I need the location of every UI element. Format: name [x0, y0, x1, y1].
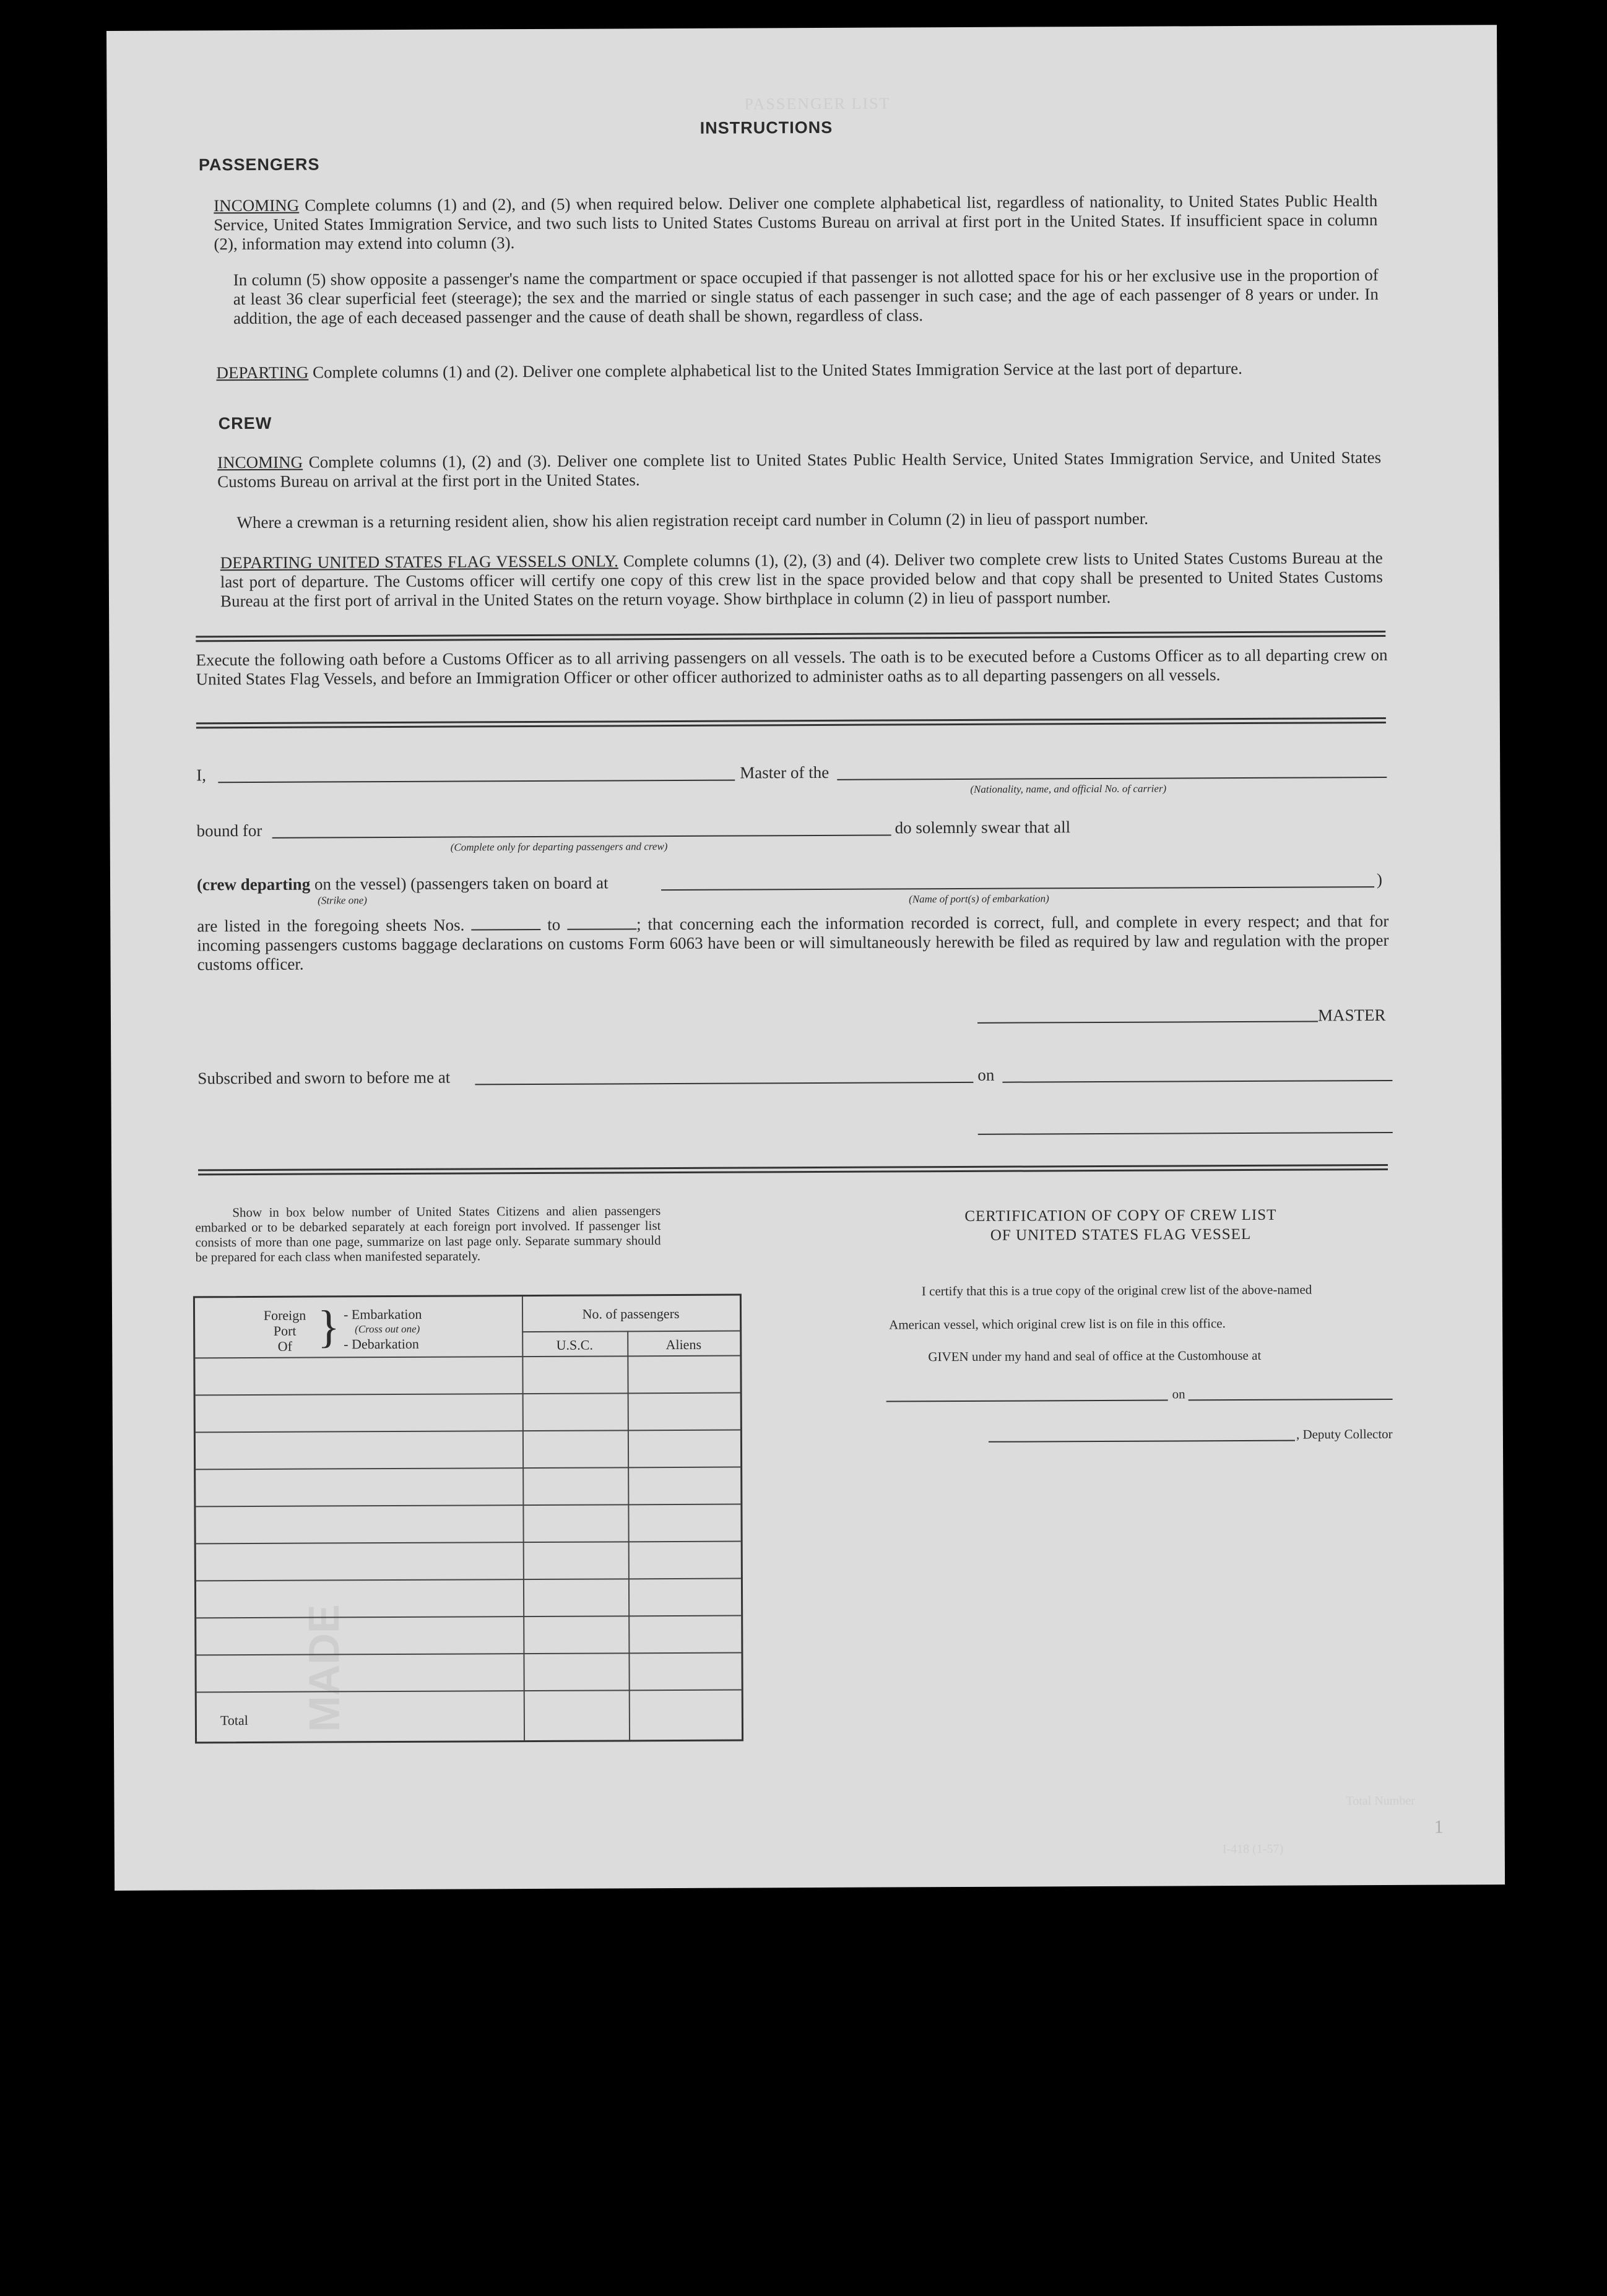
strike-one-caption: (Strike one): [318, 894, 367, 907]
debarkation-option: - Debarkation: [344, 1336, 419, 1352]
concerning-text: ; that concerning each the information recorded is correct, full, and complete in every respect; and that for incoming passengers customs baggage declarations on customs Form 6063 have been or will simultaneously herewith be filed as required by law and regulation with the proper customs officer.: [197, 911, 1389, 974]
embarkation-port-field[interactable]: [661, 886, 1374, 891]
sheet-from-field[interactable]: [471, 917, 540, 930]
crew-departing-option: (crew departing: [196, 874, 311, 894]
port-label: Port: [273, 1323, 297, 1339]
oath-intro-paragraph: Execute the following oath before a Customs Officer as to all arriving passengers on all vessels. The oath is to be executed before a Customs Officer as to all departing crew on United States Flag Vessels, and before an Immigration Officer or other officer authorized to administer oaths as to all departing passengers on all vessels.: [196, 645, 1388, 689]
passengers-departing-label: DEPARTING: [216, 363, 309, 382]
table-row-line: [196, 1392, 740, 1396]
subscribed-date-field[interactable]: [1002, 1080, 1392, 1083]
listed-text: are listed in the foregoing sheets Nos.: [197, 915, 465, 936]
table-row-line: [196, 1615, 741, 1619]
carrier-field[interactable]: [837, 777, 1387, 780]
bleed-through-page-number: 1: [1434, 1816, 1444, 1837]
bound-for-caption: (Complete only for departing passengers and crew): [450, 840, 668, 853]
deputy-collector-label: , Deputy Collector: [1296, 1426, 1393, 1442]
table-row-line: [196, 1504, 740, 1508]
table-header-split: [522, 1331, 740, 1333]
table-row-line: [196, 1430, 740, 1433]
bleed-through-form-code: I-418 (1-57): [1222, 1842, 1284, 1857]
master-name-field[interactable]: [218, 780, 735, 783]
master-signature-field[interactable]: [977, 1021, 1318, 1023]
passengers-incoming-label: INCOMING: [214, 196, 300, 215]
passengers-column5-paragraph: In column (5) show opposite a passenger's name the compartment or space occupied if that passenger is not allotted space for his or her exclusive use in the proportion of at least 36 clear superficial feet (steerage); the sex and the married or single status of each passenger in such case; and the age of each passenger of 8 years or under. In addition, the age of each deceased passenger and the cause of death shall be shown, regardless of class.: [233, 265, 1379, 328]
master-of-the-label: Master of the: [740, 762, 829, 782]
passengers-taken-option: (passengers taken on board at: [410, 873, 609, 893]
subscribed-place-field[interactable]: [475, 1082, 973, 1085]
bound-for-field[interactable]: [272, 834, 891, 838]
bleed-through-title: PASSENGER LIST: [744, 94, 891, 113]
cross-out-caption: (Cross out one): [355, 1323, 420, 1336]
passengers-departing-paragraph: [216, 358, 1378, 382]
brace-icon: }: [317, 1301, 340, 1353]
crew-resident-paragraph: Where a crewman is a returning resident alien, show his alien registration receipt card number in Column (2) in lieu of passport number.: [236, 509, 1149, 532]
crew-incoming-paragraph: [217, 448, 1381, 491]
crew-incoming-label: INCOMING: [217, 452, 303, 472]
document-sheet: [106, 25, 1505, 1891]
carrier-caption: (Nationality, name, and official No. of carrier): [970, 782, 1167, 795]
certification-date-field[interactable]: [1189, 1399, 1393, 1400]
table-header-bottom: [195, 1355, 740, 1359]
table-row-line: [196, 1467, 740, 1470]
double-rule-3: [198, 1164, 1388, 1175]
solemnly-swear-text: do solemnly swear that all: [894, 818, 1071, 837]
subscribed-label: Subscribed and sworn to before me at: [197, 1068, 451, 1088]
passengers-heading: PASSENGERS: [198, 155, 320, 175]
of-label: Of: [277, 1338, 292, 1354]
crew-passengers-line: [197, 873, 609, 894]
port-caption: (Name of port(s) of embarkation): [909, 892, 1049, 905]
certification-title-line1: CERTIFICATION OF COPY OF CREW LIST: [964, 1206, 1277, 1225]
foreign-label: Foreign: [263, 1307, 306, 1323]
crew-heading: CREW: [218, 413, 272, 433]
summary-instructions: Show in box below number of United States Citizens and alien passengers embarked or to be debarked separately at each foreign port involved. If passenger list consists of more than one page, summarize on last page only. Separate summary should be prepared for each class when manifested separately.: [195, 1203, 661, 1265]
embark-debark-labels: [344, 1307, 422, 1352]
subscribed-on-label: on: [977, 1065, 995, 1084]
deputy-collector-signature-field[interactable]: [989, 1440, 1295, 1443]
to-text: to: [547, 915, 561, 934]
customhouse-place-field[interactable]: [886, 1400, 1168, 1402]
crew-departing-paragraph: [220, 548, 1383, 611]
oath-listed-paragraph: [197, 912, 1388, 974]
master-label: MASTER: [1317, 1005, 1386, 1025]
table-row-line: [196, 1578, 741, 1582]
bleed-through-stamp: MADE: [300, 1604, 349, 1732]
double-rule-1: [196, 631, 1385, 642]
foreign-port-of-labels: [257, 1308, 313, 1354]
table-row-line: [196, 1541, 741, 1545]
bound-for-label: bound for: [196, 821, 262, 840]
certification-on-label: on: [1172, 1386, 1185, 1402]
bleed-through-total: Total Number: [1346, 1793, 1415, 1808]
certification-title: [879, 1205, 1362, 1245]
embarkation-option: - Embarkation: [343, 1306, 422, 1323]
no-of-passengers-header: No. of passengers: [582, 1305, 680, 1322]
usc-header: U.S.C.: [556, 1337, 593, 1353]
table-divider-port: [522, 1297, 525, 1740]
passengers-incoming-text: Complete columns (1) and (2), and (5) when required below. Deliver one complete alphabetical list, regardless of nationality, to United States Public Health Service, United States Immigration Service, and two such lists to United States Customs Bureau on arrival at first port in the United States. If insufficient space in column (2), information may extend into column (3).: [214, 191, 1378, 254]
american-vessel-text: American vessel, which original crew list is on file in this office.: [889, 1316, 1226, 1332]
on-the-vessel-text: on the vessel): [314, 874, 407, 894]
instructions-title: INSTRUCTIONS: [700, 118, 833, 137]
table-row-line: [197, 1690, 742, 1693]
oath-i-label: I,: [196, 766, 207, 785]
table-row-line: [196, 1652, 741, 1656]
passengers-incoming-paragraph: [214, 191, 1377, 254]
aliens-header: Aliens: [665, 1336, 702, 1353]
sheet-to-field[interactable]: [567, 916, 636, 930]
certify-text: I certify that this is a true copy of the original crew list of the above-named: [921, 1282, 1312, 1299]
certification-title-line2: OF UNITED STATES FLAG VESSEL: [990, 1225, 1252, 1244]
crew-departing-text: Complete columns (1), (2), (3) and (4). Deliver two complete crew lists to United States Customs Bureau at the last port of departure. The Customs officer will certify one copy of this crew list in the space provided below and that copy shall be presented to United States Customs Bureau at the first port of arrival in the United States on the return voyage. Show birthplace in column (2) in lieu of passport number.: [220, 548, 1383, 611]
close-paren: ): [1376, 870, 1383, 889]
officer-signature-field[interactable]: [978, 1132, 1393, 1135]
passenger-summary-table: [193, 1294, 743, 1744]
total-label: Total: [220, 1712, 248, 1728]
given-text: GIVEN under my hand and seal of office at the Customhouse at: [928, 1347, 1262, 1365]
crew-departing-label: DEPARTING UNITED STATES FLAG VESSELS ONLY.: [220, 551, 618, 572]
passengers-departing-text: Complete columns (1) and (2). Deliver one complete alphabetical list to the United States Immigration Service at the last port of departure.: [313, 358, 1242, 382]
double-rule-2: [196, 717, 1386, 728]
crew-incoming-text: Complete columns (1), (2) and (3). Deliver one complete list to United States Public Health Service, United States Immigration Service, and United States Customs Bureau on arrival at the first port in the United States.: [217, 448, 1382, 491]
